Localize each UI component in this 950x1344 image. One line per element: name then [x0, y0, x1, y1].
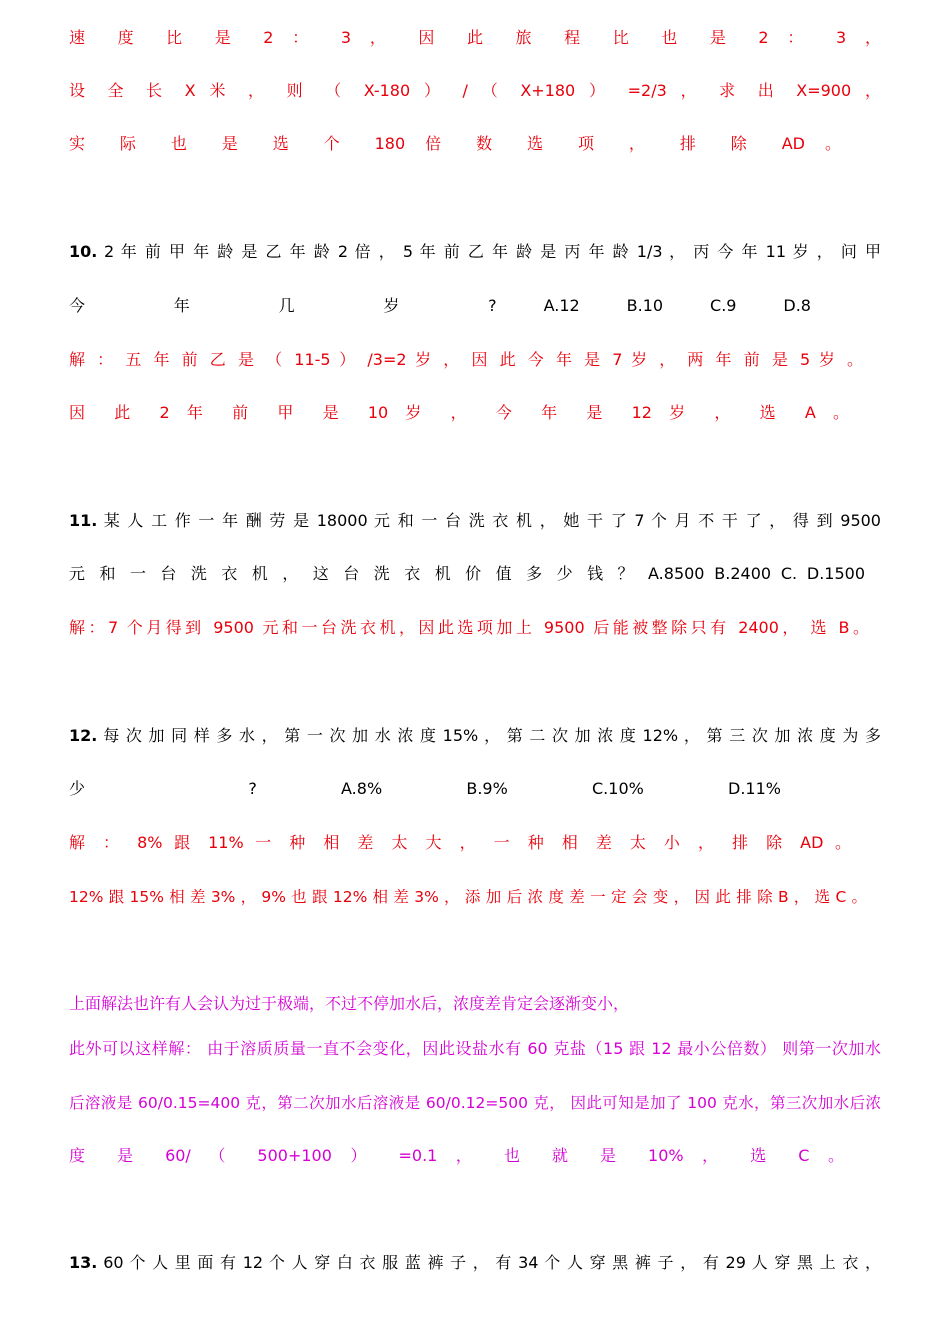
q10-line-2: 今 年 几 岁 ? A.12 B.10 C.9 D.8	[69, 296, 811, 315]
q11-number: 11.	[69, 511, 98, 530]
q10-answer-line-2: 因 此 2 年 前 甲 是 10 岁 ， 今 年 是 12 岁 ， 选 A 。	[69, 403, 849, 422]
alt-solution-line-2: 此外可以这样解： 由于溶质质量一直不会变化，因此设盐水有 60 克盐（15 跟 12 最小公倍数） 则第一次加水	[69, 1039, 881, 1058]
q11-line-1	[69, 510, 881, 532]
q12-line-1	[69, 725, 881, 747]
alt-solution-line-4: 度 是 60/ （ 500+100 ） =0.1 ， 也 就 是 10% ， 选 C 。	[69, 1146, 844, 1165]
q12-answer-line-2: 12% 跟 15% 相 差 3% ， 9% 也 跟 12% 相 差 3% ， 添 加 后 浓 度 差 一 定 会 变 ， 因 此 排 除 B ， 选 C 。	[69, 888, 867, 906]
q10-number: 10.	[69, 242, 98, 261]
q12-answer-line-1: 解 ： 8% 跟 11% 一 种 相 差 太 大 ， 一 种 相 差 太 小 ， 排 除 AD 。	[69, 833, 851, 852]
q13-number: 13.	[69, 1253, 98, 1272]
q12-text-1: 每 次 加 同 样 多 水 ， 第 一 次 加 水 浓 度 15% ， 第 二 次 加 浓 度 12% ， 第 三 次 加 浓 度 为 多	[103, 726, 881, 745]
q10-line-1	[69, 241, 881, 263]
q10-text-1: 2 年 前 甲 年 龄 是 乙 年 龄 2 倍 ， 5 年 前 乙 年 龄 是 丙 年 龄 1/3 ， 丙 今 年 11 岁 ， 问 甲	[103, 242, 881, 261]
q11-answer-line-1: 解：7 个月得到 9500 元和一台洗衣机，因此选项加上 9500 后能被整除只有 2400， 选 B。	[69, 618, 869, 637]
q11-line-2: 元 和 一 台 洗 衣 机 ， 这 台 洗 衣 机 价 值 多 少 钱 ？ A.8500 B.2400 C. D.1500	[69, 564, 865, 583]
q9-answer-line-2: 设 全 长 X 米 ， 则 （ X-180 ） / （ X+180 ） =2/3 ， 求 出 X=900 ，	[69, 81, 881, 100]
q9-answer-line-3: 实 际 也 是 选 个 180 倍 数 选 项 ， 排 除 AD 。	[69, 134, 841, 153]
q13-line-1	[69, 1252, 881, 1274]
q13-text-1: 60 个 人 里 面 有 12 个 人 穿 白 衣 服 蓝 裤 子 ， 有 34 个 人 穿 黑 裤 子 ， 有 29 人 穿 黑 上 衣 ，	[103, 1253, 881, 1272]
q9-answer-line-1: 速 度 比 是 2 ： 3 ， 因 此 旅 程 比 也 是 2 ： 3 ，	[69, 28, 881, 47]
alt-solution-line-1: 上面解法也许有人会认为过于极端，不过不停加水后，浓度差肯定会逐渐变小，	[69, 994, 630, 1013]
q12-line-2: 少 ? A.8% B.9% C.10% D.11%	[69, 779, 781, 798]
alt-solution-line-3: 后溶液是 60/0.15=400 克，第二次加水后溶液是 60/0.12=500 克， 因此可知是加了 100 克水，第三次加水后浓	[69, 1094, 881, 1112]
q12-number: 12.	[69, 726, 98, 745]
q11-text-1: 某 人 工 作 一 年 酬 劳 是 18000 元 和 一 台 洗 衣 机 ， 她 干 了 7 个 月 不 干 了 ， 得 到 9500	[103, 511, 881, 530]
q10-answer-line-1: 解 ： 五 年 前 乙 是 （ 11-5 ） /3=2 岁 ， 因 此 今 年 是 7 岁 ， 两 年 前 是 5 岁 。	[69, 350, 863, 369]
